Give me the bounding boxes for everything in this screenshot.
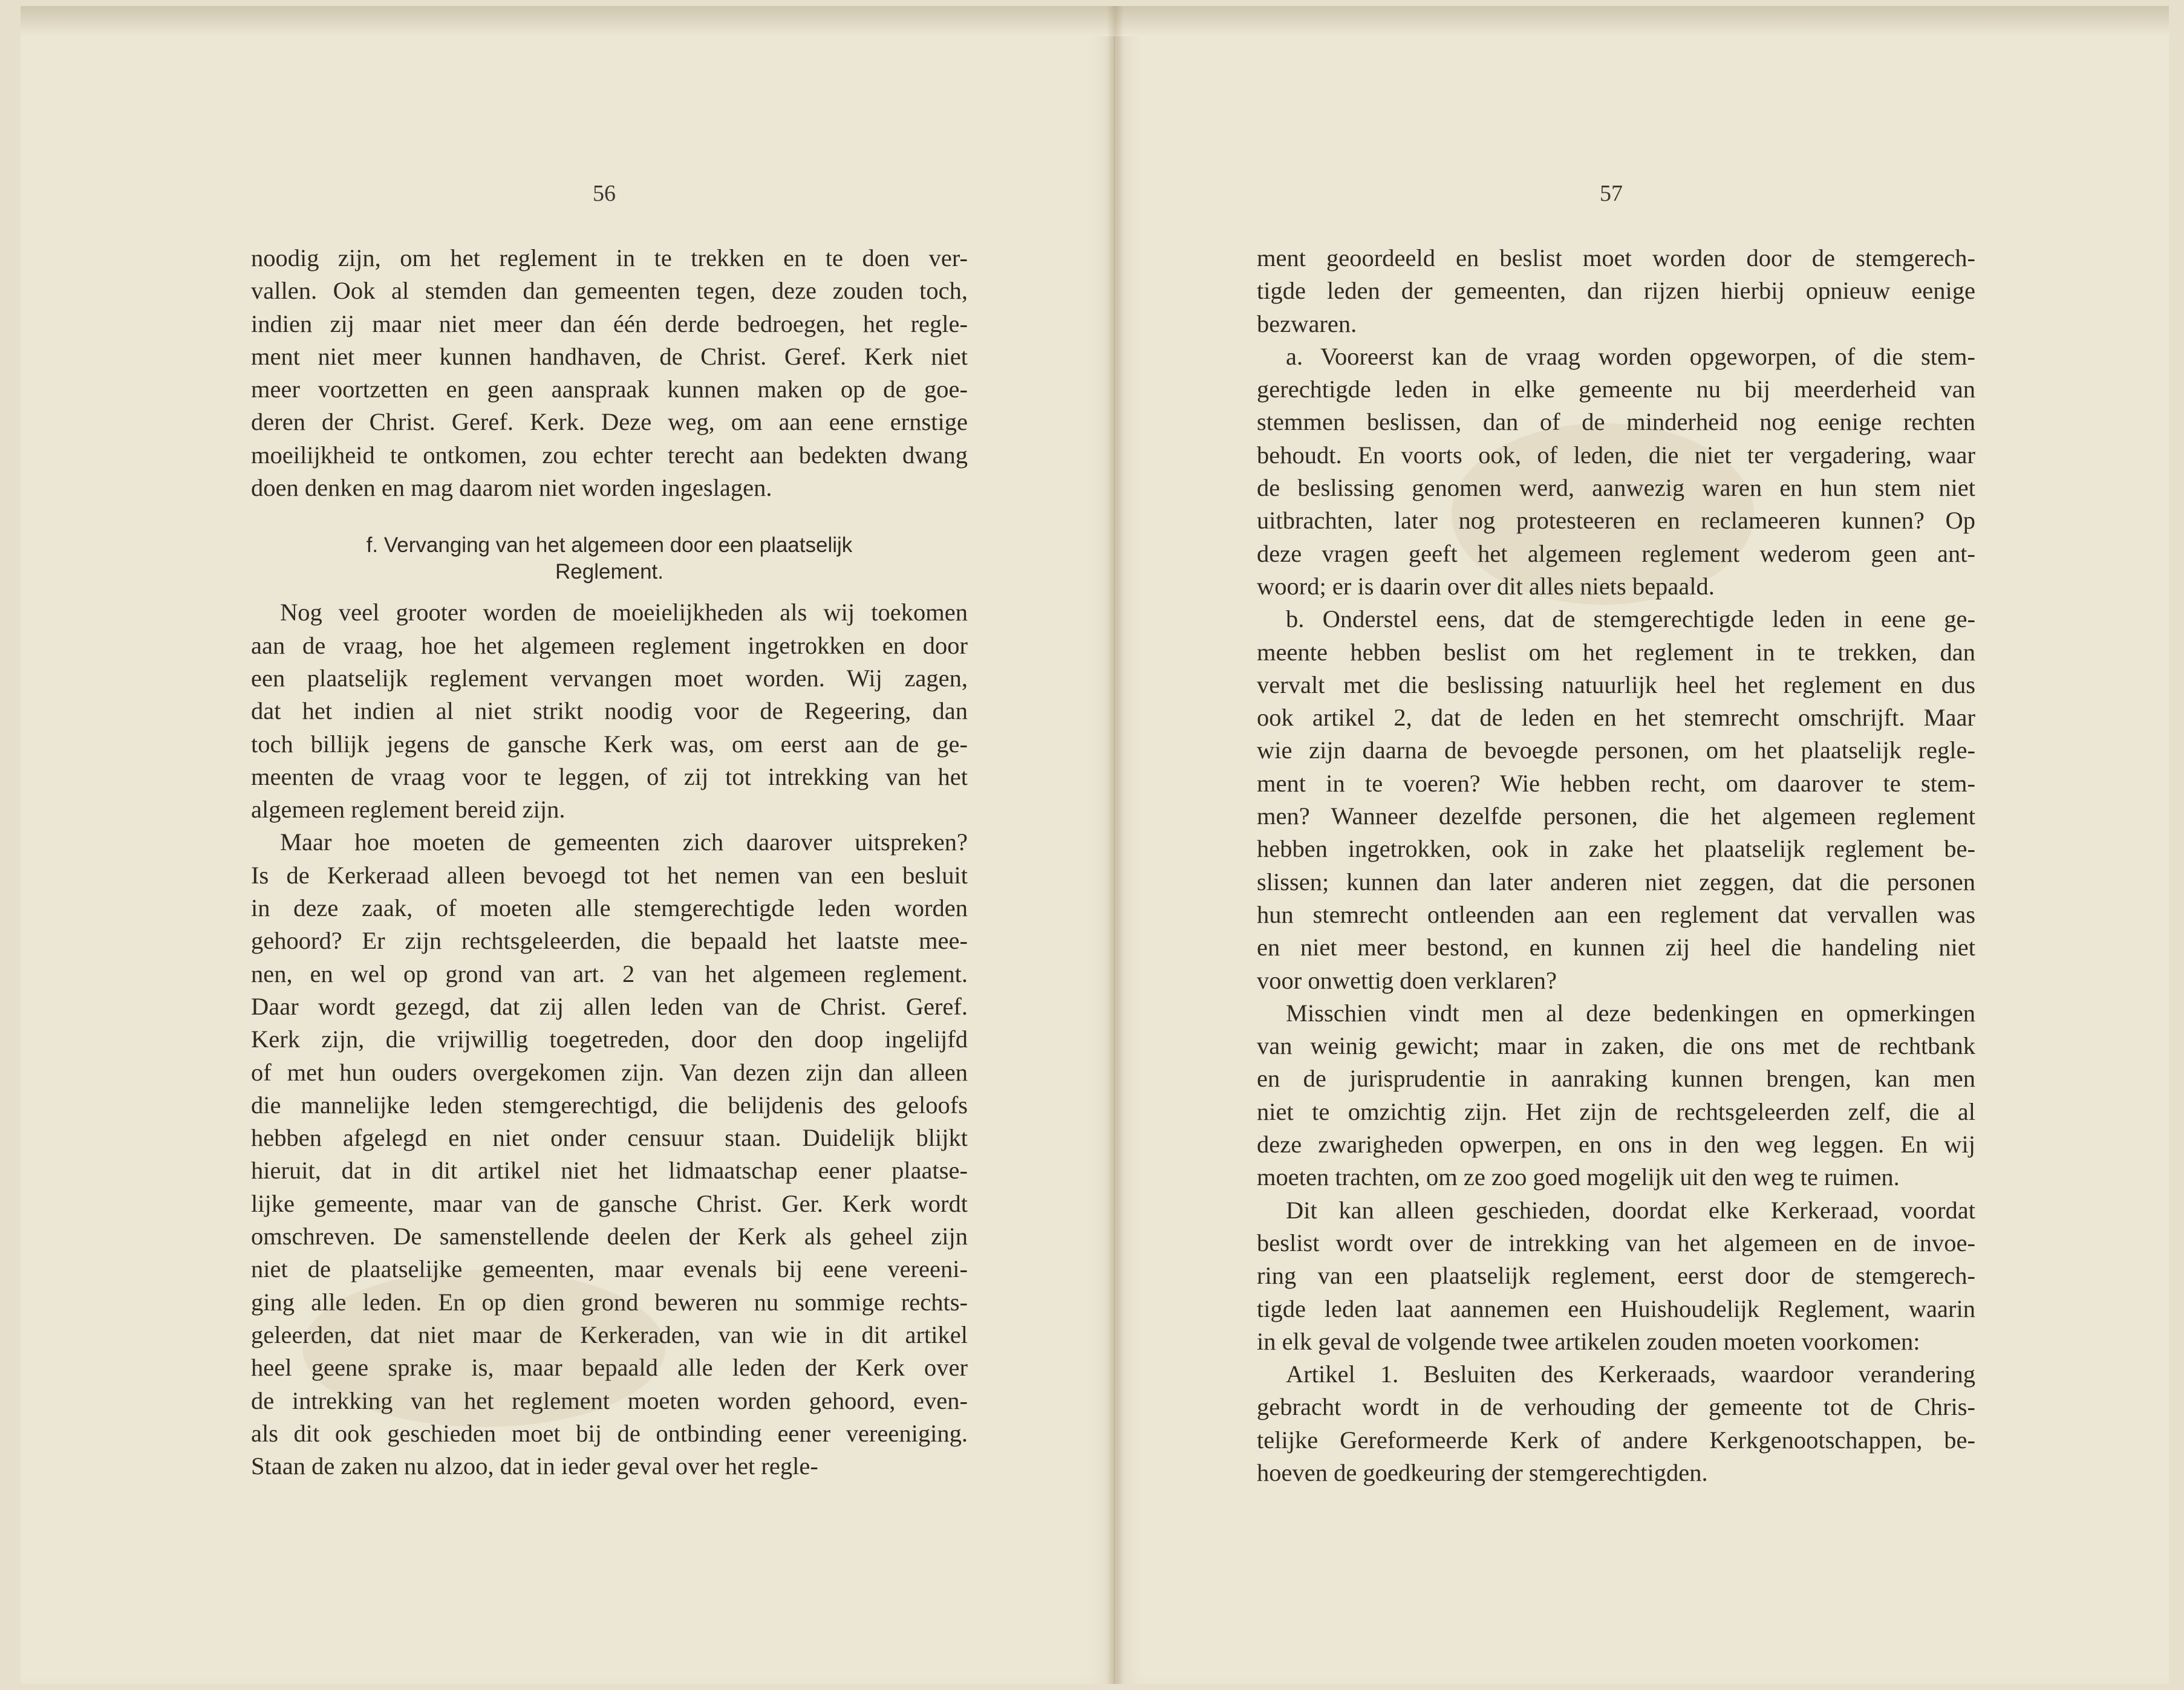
text-line: ment geoordeeld en beslist moet worden door de stemgerech- [1257,244,1975,271]
text-line: Is de Kerkeraad alleen bevoegd tot het nemen van een besluit [251,861,968,889]
text-line: Maar hoe moeten de gemeenten zich daarover uitspreken? [280,828,968,856]
page-top-edge [21,6,2169,36]
text-line: stemmen beslissen, dan of de minderheid nog eenige rechten [1257,408,1975,436]
text-line: niet te omzichtig zijn. Het zijn de rechtsgeleerden zelf, die al [1257,1097,1975,1125]
heading-line: Reglement. [555,560,663,584]
text-line: a. Vooreerst kan de vraag worden opgeworpen, of die stem- [1286,342,1975,370]
text-line: noodig zijn, om het reglement in te trekken en te doen ver- [251,244,968,271]
text-line: behoudt. En voorts ook, of leden, die niet ter vergadering, waar [1257,441,1975,469]
text-line: hebben ingetrokken, ook in zake het plaatselijk reglement be- [1257,835,1975,863]
text-line: niet de plaatselijke gemeenten, maar evenals bij eene vereeni- [251,1255,968,1283]
text-line: voor onwettig doen verklaren? [1257,966,1557,994]
text-line: deze zwarigheden opwerpen, en ons in den weg leggen. En wij [1257,1131,1975,1159]
text-line: meer voortzetten en geen aanspraak kunnen maken op de goe- [251,375,968,403]
text-line: vallen. Ook al stemden dan gemeenten tegen, deze zouden toch, [251,277,968,305]
text-line: meente hebben beslist om het reglement in te trekken, dan [1257,638,1975,666]
paragraph [251,596,968,1483]
text-line: tigde leden der gemeenten, dan rijzen hierbij opnieuw eenige [1257,277,1975,305]
text-line: ring van een plaatselijk reglement, eerst door de stemgerech- [1257,1262,1975,1290]
text-line: hebben afgelegd en niet onder censuur staan. Duidelijk blijkt [251,1124,968,1152]
text-line: deren der Christ. Geref. Kerk. Deze weg, om aan eene ernstige [251,408,968,436]
text-line: beslist wordt over de intrekking van het algemeen en de invoe- [1257,1229,1975,1256]
text-line: Nog veel grooter worden de moeielijkheden als wij toekomen [280,599,968,626]
text-line: aan de vraag, hoe het algemeen reglement ingetrokken en door [251,631,968,659]
text-line: Staan de zaken nu alzoo, dat in ieder geval over het regle- [251,1452,818,1480]
text-line: een plaatselijk reglement vervangen moet worden. Wij zagen, [251,664,968,692]
text-line: hun stemrecht ontleenden aan een reglement dat vervallen was [1257,900,1975,928]
text-line: Artikel 1. Besluiten des Kerkeraads, waardoor verandering [1286,1360,1975,1388]
text-line: telijke Gereformeerde Kerk of andere Kerkgenootschappen, be- [1257,1426,1975,1454]
text-line: wie zijn daarna de bevoegde personen, om het plaatselijk regle- [1257,736,1975,764]
text-line: slissen; kunnen dan later anderen niet zeggen, dat die personen [1257,868,1975,895]
text-line: ment in te voeren? Wie hebben recht, om daarover te stem- [1257,769,1975,797]
book-gutter [1107,6,1124,1684]
text-line: hieruit, dat in dit artikel niet het lidmaatschap eener plaatse- [251,1157,968,1185]
paragraph [1257,242,1975,1489]
text-line: die mannelijke leden stemgerechtigd, die belijdenis des geloofs [251,1091,968,1119]
text-line: en de jurisprudentie in aanraking kunnen brengen, kan men [1257,1065,1975,1093]
text-line: Misschien vindt men al deze bedenkingen en opmerkingen [1286,999,1975,1027]
text-line: dat het indien al niet strikt noodig voor de Regeering, dan [251,697,968,725]
paragraph [251,242,968,504]
heading-line: f. Vervanging van het algemeen door een plaatselijk [366,533,853,557]
text-line: in deze zaak, of moeten alle stemgerechtigde leden worden [251,894,968,922]
text-line: meenten de vraag voor te leggen, of zij tot intrekking van het [251,762,968,790]
text-line: van weinig gewicht; maar in zaken, die ons met de rechtbank [1257,1032,1975,1060]
text-line: tigde leden laat aannemen een Huishoudelijk Reglement, waarin [1257,1295,1975,1322]
text-line: hoeven de goedkeuring der stemgerechtigden. [1257,1458,1708,1486]
text-line: de intrekking van het reglement moeten worden gehoord, even- [251,1386,968,1414]
text-line: nen, en wel op grond van art. 2 van het algemeen reglement. [251,960,968,987]
text-line: algemeen reglement bereid zijn. [251,796,566,824]
text-line: vervalt met die beslissing natuurlijk heel het reglement en dus [1257,671,1975,698]
text-line: gehoord? Er zijn rechtsgeleerden, die bepaald het laatste mee- [251,927,968,955]
text-line: bezwaren. [1257,310,1357,337]
text-line: toch billijk jegens de gansche Kerk was, om eerst aan de ge- [251,730,968,758]
left-text-block [251,242,968,1483]
text-line: in elk geval de volgende twee artikelen zouden moeten voorkomen: [1257,1327,1920,1355]
text-line: moeten trachten, om ze zoo goed mogelijk uit den weg te ruimen. [1257,1163,1900,1191]
text-line: of met hun ouders overgekomen zijn. Van dezen zijn dan alleen [251,1058,968,1086]
text-line: doen denken en mag daarom niet worden ingeslagen. [251,474,772,502]
text-line: Kerk zijn, die vrijwillig toegetreden, door den doop ingelijfd [251,1025,968,1053]
text-line: indien zij maar niet meer dan één derde bedroegen, het regle- [251,310,968,337]
page-number-left: 56 [593,181,616,206]
text-line: gebracht wordt in de verhouding der gemeente tot de Chris- [1257,1393,1975,1421]
right-text-block [1257,242,1975,1489]
text-line: ging alle leden. En op dien grond beweren nu sommige rechts- [251,1288,968,1316]
text-line: en niet meer bestond, en kunnen zij heel die handeling niet [1257,934,1975,961]
text-line: men? Wanneer dezelfde personen, die het algemeen reglement [1257,802,1975,830]
section-heading [251,532,968,585]
text-line: als dit ook geschieden moet bij de ontbinding eener vereeniging. [251,1419,968,1447]
text-line: lijke gemeente, maar van de gansche Christ. Ger. Kerk wordt [251,1189,968,1217]
text-line: geleerden, dat niet maar de Kerkeraden, van wie in dit artikel [251,1321,968,1348]
page-number-right: 57 [1600,181,1623,206]
text-line: omschreven. De samenstellende deelen der Kerk als geheel zijn [251,1223,968,1250]
text-line: uitbrachten, later nog protesteeren en reclameeren kunnen? Op [1257,507,1975,535]
text-line: ment niet meer kunnen handhaven, de Christ. Geref. Kerk niet [251,342,968,370]
text-line: ook artikel 2, dat de leden en het stemrecht omschrijft. Maar [1257,704,1975,732]
text-line: deze vragen geeft het algemeen reglement wederom geen ant- [1257,539,1975,567]
text-line: b. Onderstel eens, dat de stemgerechtigde leden in eene ge- [1286,605,1975,633]
text-line: heel geene sprake is, maar bepaald alle leden der Kerk over [251,1354,968,1382]
text-line: de beslissing genomen werd, aanwezig waren en hun stem niet [1257,474,1975,502]
text-line: moeilijkheid te ontkomen, zou echter terecht aan bedekten dwang [251,441,968,469]
text-line: Dit kan alleen geschieden, doordat elke Kerkeraad, voordat [1286,1196,1975,1224]
text-line: Daar wordt gezegd, dat zij allen leden van de Christ. Geref. [251,992,968,1020]
text-line: woord; er is daarin over dit alles niets bepaald. [1257,572,1715,600]
text-line: gerechtigde leden in elke gemeente nu bij meerderheid van [1257,375,1975,403]
